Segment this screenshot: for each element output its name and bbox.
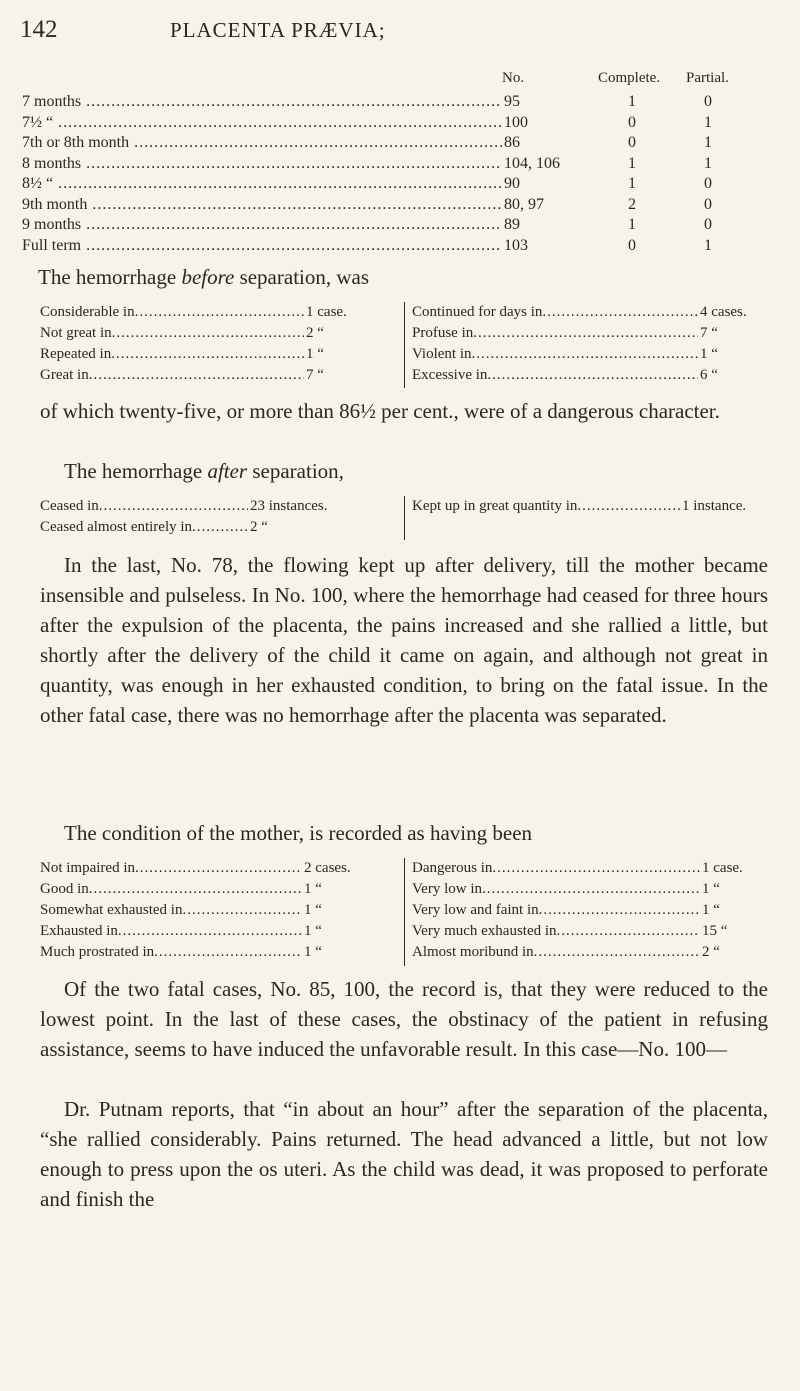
item-value: 15 “ [700, 921, 727, 942]
list-item [412, 858, 768, 879]
list-item [40, 942, 398, 963]
case-number: 89 [502, 215, 520, 236]
item-value: 23 instances. [248, 496, 327, 517]
item-value: 2 “ [248, 517, 268, 538]
item-value: 2 cases. [302, 858, 351, 879]
complete-count: 0 [628, 134, 636, 151]
page-number: 142 [20, 16, 58, 43]
item-value: 7 “ [304, 365, 324, 386]
partial-count: 0 [704, 216, 712, 233]
item-label: Repeated in ..... [40, 344, 306, 365]
item-value: 2 “ [700, 942, 720, 963]
complete-count: 0 [628, 236, 636, 254]
heading-before-separation: The hemorrhage before separation, was [38, 265, 370, 289]
table-row [18, 113, 738, 134]
item-label: Considerable in ..... [40, 302, 306, 323]
complete-count: 1 [628, 93, 636, 110]
list-item [40, 858, 398, 879]
after-left-column [40, 496, 398, 538]
case-number: 90 [502, 174, 520, 195]
condition-right-column [412, 858, 768, 963]
months-table-header [18, 70, 738, 92]
item-label: Not impaired in ..... [40, 858, 304, 879]
row-label: 7½ “ ..... [22, 113, 502, 134]
item-value: 1 “ [302, 900, 322, 921]
list-item [40, 517, 398, 538]
row-label: 9th month ..... [22, 195, 502, 216]
item-value: 4 cases. [698, 302, 747, 323]
case-number: 103 [502, 236, 528, 257]
running-head: PLACENTA PRÆVIA; [170, 18, 386, 42]
heading-after-separation: The hemorrhage after separation, [64, 459, 344, 483]
case-number: 86 [502, 133, 520, 154]
before-right-column [412, 302, 768, 386]
item-label: Dangerous in ..... [412, 858, 702, 879]
item-label: Great in ..... [40, 365, 306, 386]
list-item [412, 496, 768, 517]
item-value: 1 case. [700, 858, 743, 879]
list-item [412, 921, 768, 942]
item-label: Not great in ..... [40, 323, 306, 344]
item-label: Continued for days in ..... [412, 302, 700, 323]
row-label: 7 months ..... [22, 92, 502, 113]
list-item [40, 302, 398, 323]
item-label: Very low in ..... [412, 879, 702, 900]
list-item [40, 879, 398, 900]
page-header [20, 16, 780, 56]
column-divider [404, 302, 405, 388]
item-value: 2 “ [304, 323, 324, 344]
item-label: Excessive in ..... [412, 365, 700, 386]
table-row [18, 133, 738, 154]
complete-count: 1 [628, 216, 636, 233]
partial-count: 0 [704, 93, 712, 110]
item-value: 1 “ [700, 900, 720, 921]
row-label: 7th or 8th month ..... [22, 133, 502, 154]
row-label: 8½ “ ..... [22, 174, 502, 195]
condition-table [40, 858, 768, 966]
after-separation-table [40, 496, 768, 540]
item-label: Kept up in great quantity in ..... [412, 496, 682, 517]
table-row [18, 174, 738, 195]
list-item [40, 344, 398, 365]
case-number: 95 [502, 92, 520, 113]
item-label: Much prostrated in ..... [40, 942, 304, 963]
partial-count: 0 [704, 195, 712, 213]
partial-count: 1 [704, 236, 712, 254]
row-label: Full term ..... [22, 236, 502, 257]
item-label: Very low and faint in ..... [412, 900, 702, 921]
table-row [18, 236, 738, 257]
paragraph-putnam: Dr. Putnam reports, that “in about an hour” after the separation of the placenta, “she rallied considerably. Pains returned. The head advanced a little, but not low enough to press upon the os uteri. As the child was dead, it was proposed to perforate and finish the [40, 1097, 768, 1211]
item-value: 1 “ [302, 921, 322, 942]
item-label: Somewhat exhausted in ..... [40, 900, 304, 921]
months-table [18, 70, 738, 256]
months-table-body [18, 92, 738, 256]
partial-count: 0 [704, 175, 712, 192]
item-value: 6 “ [698, 365, 718, 386]
column-divider [404, 858, 405, 966]
case-number: 80, 97 [502, 195, 544, 216]
column-divider [404, 496, 405, 540]
column-header-partial: Partial. [686, 70, 729, 86]
partial-count: 1 [704, 134, 712, 151]
heading-condition: The condition of the mother, is recorded as having been [64, 821, 533, 845]
list-item [412, 365, 768, 386]
item-label: Very much exhausted in ..... [412, 921, 702, 942]
item-value: 1 “ [302, 942, 322, 963]
before-left-column [40, 302, 398, 386]
condition-left-column [40, 858, 398, 963]
complete-count: 1 [628, 175, 636, 192]
complete-count: 0 [628, 113, 636, 131]
item-label: Ceased almost entirely in ..... [40, 517, 250, 538]
after-right-column [412, 496, 768, 517]
list-item [412, 344, 768, 365]
before-separation-table [40, 302, 768, 388]
paragraph-fatal-cases: Of the two fatal cases, No. 85, 100, the record is, that they were reduced to the lowest point. In the last of these cases, the obstinacy of the patient in refusing assistance, seems to have induced the unfavorable result. In this case—No. 100— [40, 977, 768, 1061]
item-value: 7 “ [698, 323, 718, 344]
item-value: 1 “ [700, 879, 720, 900]
table-row [18, 195, 738, 216]
partial-count: 1 [704, 154, 712, 172]
item-label: Exhausted in ..... [40, 921, 304, 942]
row-label: 8 months ..... [22, 154, 502, 175]
table-row [18, 215, 738, 236]
column-header-complete: Complete. [598, 70, 661, 86]
list-item [40, 900, 398, 921]
item-label: Good in ..... [40, 879, 304, 900]
paragraph-last-case: In the last, No. 78, the flowing kept up after delivery, till the mother became insensible and pulseless. In No. 100, where the hemorrhage had ceased for three hours after the expulsion of the placenta, the pains increased and she rallied a little, but shortly after the delivery of the child it came on again, and although not great in quantity, was enough in her exhausted condition, to bring on the fatal issue. In the other fatal case, there was no hemorrhage after the placenta was separated. [40, 553, 768, 727]
partial-count: 1 [704, 113, 712, 131]
list-item [40, 496, 398, 517]
table-row [18, 92, 738, 113]
complete-count: 2 [628, 195, 636, 213]
column-header-no: No. [502, 70, 525, 86]
paragraph-dangerous: of which twenty-five, or more than 86½ per cent., were of a dangerous character. [40, 399, 720, 423]
item-value: 1 instance. [680, 496, 746, 517]
list-item [412, 302, 768, 323]
case-number: 104, 106 [502, 154, 560, 175]
list-item [40, 365, 398, 386]
item-label: Almost moribund in ..... [412, 942, 702, 963]
item-label: Ceased in ..... [40, 496, 250, 517]
item-value: 1 “ [698, 344, 718, 365]
row-label: 9 months ..... [22, 215, 502, 236]
list-item [40, 921, 398, 942]
item-value: 1 “ [302, 879, 322, 900]
list-item [412, 323, 768, 344]
item-value: 1 case. [304, 302, 347, 323]
complete-count: 1 [628, 154, 636, 172]
item-label: Violent in ..... [412, 344, 700, 365]
item-label: Profuse in ..... [412, 323, 700, 344]
item-value: 1 “ [304, 344, 324, 365]
table-row [18, 154, 738, 175]
list-item [412, 942, 768, 963]
list-item [412, 900, 768, 921]
case-number: 100 [502, 113, 528, 134]
list-item [412, 879, 768, 900]
list-item [40, 323, 398, 344]
